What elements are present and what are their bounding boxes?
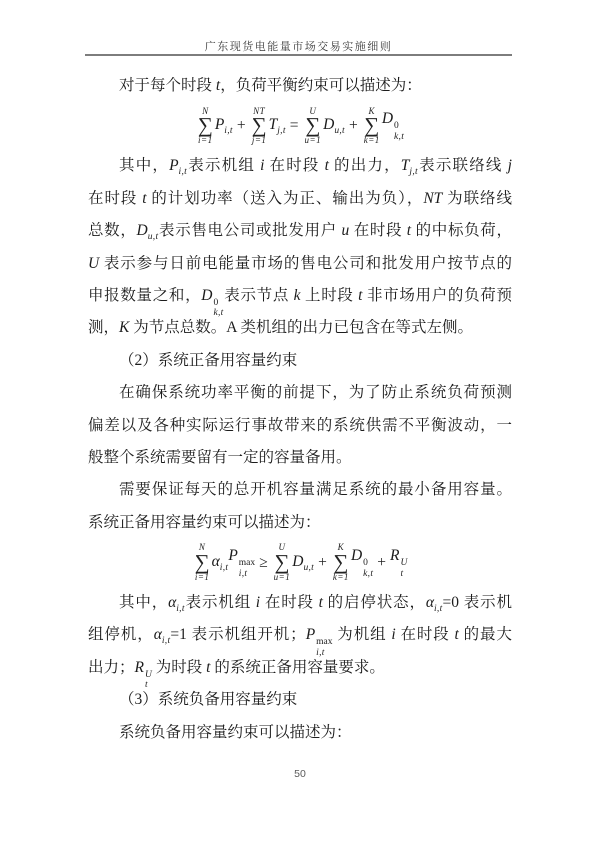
- subscript: i,t: [178, 167, 188, 178]
- math-variable-base: α: [211, 553, 220, 571]
- math-variable-base: j: [507, 157, 512, 175]
- sum-lower-limit: i=1: [198, 135, 213, 146]
- math-variable: [168, 594, 185, 615]
- math-variable-base: t: [454, 626, 459, 644]
- math-variable-base: D: [136, 222, 148, 240]
- text-run: （3）系统负备用容量约束: [119, 691, 298, 709]
- text-line: [88, 717, 512, 749]
- subscript: i,t: [219, 563, 229, 574]
- subscript: u,t: [334, 126, 345, 137]
- text-run: 的启停状态，: [322, 594, 426, 612]
- supsub-stack: [401, 558, 408, 579]
- text-run: =1 表示机组开机；: [170, 626, 306, 644]
- sum-lower-limit: i=1: [194, 572, 210, 583]
- text-line: [88, 70, 512, 102]
- text-line: [88, 652, 512, 691]
- math-variable-base: α: [168, 594, 177, 612]
- sigma-icon: ∑: [364, 113, 380, 138]
- supsub-stack: [239, 558, 255, 579]
- sum-upper-limit: N: [198, 542, 206, 553]
- text-run: 在时段: [88, 189, 143, 207]
- text-run: 其中，: [119, 594, 169, 612]
- math-variable: [400, 157, 418, 178]
- subscript: i,t: [224, 126, 233, 137]
- math-variable-base: α: [153, 626, 162, 644]
- text-line: [88, 410, 512, 442]
- math-variable: [508, 157, 512, 174]
- text-run: 测，: [88, 319, 120, 337]
- math-variable: [169, 157, 188, 178]
- text-line: [88, 312, 512, 344]
- math-variable: [423, 190, 442, 207]
- sigma-icon: ∑: [194, 550, 210, 575]
- page-number: 50: [294, 768, 306, 780]
- page-header-title: 广东现货电能量市场交易实施细则: [204, 41, 393, 53]
- text-run: 对于每个时段: [119, 77, 216, 94]
- math-variable-base: t: [358, 286, 363, 304]
- text-run: 组停机，: [88, 626, 154, 644]
- math-variable-base: T: [268, 116, 278, 134]
- text-run: 上时段: [300, 286, 359, 304]
- subscript: i,t: [176, 604, 185, 615]
- math-variable-base: i: [391, 626, 396, 644]
- text-line: [88, 280, 512, 319]
- text-run: 在时段: [349, 222, 407, 240]
- math-variable: [269, 116, 286, 136]
- math-variable: [119, 319, 129, 336]
- sum-operator: [333, 543, 349, 583]
- subscript: k,t: [363, 568, 374, 579]
- text-run: 需要保证每天的总开机容量满足系统的最小备用容量。: [119, 481, 512, 499]
- math-variable: [228, 547, 255, 579]
- text-run: 为联络线: [442, 189, 512, 207]
- math-variable-base: R: [134, 658, 144, 676]
- subscript: i,t: [238, 568, 248, 579]
- sigma-icon: ∑: [274, 550, 290, 575]
- sum-lower-limit: k=1: [363, 135, 380, 146]
- text-line: [88, 150, 512, 182]
- sum-lower-limit: j=1: [251, 135, 267, 146]
- text-run: 在时段: [395, 626, 455, 644]
- subscript: i,t: [161, 636, 171, 647]
- text-run: 的出力，: [328, 157, 401, 175]
- math-variable-base: u: [341, 222, 350, 240]
- subscript: u,t: [303, 563, 315, 574]
- text-line: [88, 183, 512, 215]
- text-run: 表示机组: [184, 594, 256, 612]
- math-variable-base: i: [260, 157, 265, 175]
- math-variable-base: t: [318, 594, 323, 612]
- subscript: i,t: [316, 647, 325, 658]
- math-variable-base: P: [228, 547, 238, 565]
- math-variable-base: P: [214, 116, 225, 134]
- sum-operator: [274, 543, 291, 583]
- text-run: 为机组: [332, 626, 392, 644]
- subscript: j,t: [277, 126, 286, 137]
- math-variable: [351, 547, 373, 579]
- subscript: j,t: [409, 167, 418, 178]
- text-run: 非市场用户的负荷预: [362, 286, 512, 304]
- subscript: k,t: [213, 308, 224, 319]
- math-variable-base: D: [350, 547, 363, 565]
- math-variable: [215, 116, 233, 136]
- text-run: 的系统正备用容量要求。: [210, 658, 385, 676]
- sum-upper-limit: NT: [253, 105, 266, 116]
- sigma-icon: ∑: [333, 550, 349, 575]
- text-run: 表示售电公司或批发用户: [158, 222, 342, 240]
- text-run: 表示节点: [223, 286, 294, 304]
- text-line: [88, 474, 512, 506]
- header-divider: [85, 54, 512, 56]
- math-variable-base: P: [305, 626, 316, 644]
- math-variable-base: t: [406, 222, 412, 240]
- sigma-icon: ∑: [197, 113, 213, 138]
- math-variable: [201, 286, 224, 319]
- text-line: [88, 587, 512, 619]
- text-run: 般整个系统需要留有一定的容量备用。: [88, 448, 352, 466]
- sum-operator: [198, 107, 213, 147]
- text-run: ，负荷平衡约束可以描述为：: [220, 77, 422, 94]
- sum-upper-limit: U: [309, 105, 317, 116]
- superscript: U: [400, 558, 408, 569]
- sum-upper-limit: K: [337, 542, 345, 553]
- math-variable-base: t: [142, 189, 147, 207]
- supsub-stack: [363, 558, 373, 579]
- text-run: 其中，: [119, 157, 170, 175]
- sum-upper-limit: U: [278, 542, 286, 553]
- math-variable-base: t: [206, 658, 211, 676]
- math-variable-base: K: [119, 319, 130, 337]
- sum-lower-limit: u=1: [273, 572, 291, 583]
- text-run: 在时段: [260, 594, 319, 612]
- math-variable: [292, 553, 314, 573]
- text-run: 为节点总数。A 类机组的出力已包含在等式左侧。: [129, 319, 473, 337]
- math-variable-base: D: [323, 116, 335, 134]
- math-variable-base: D: [381, 110, 394, 128]
- math-variable-base: NT: [423, 189, 443, 207]
- math-variable-base: D: [292, 553, 304, 571]
- superscript: U: [144, 669, 152, 680]
- math-variable-base: k: [293, 286, 301, 304]
- text-run: 系统正备用容量约束可以描述为：: [88, 513, 321, 531]
- text-run: （2）系统正备用容量约束: [119, 351, 298, 369]
- math-operator: +: [236, 117, 246, 135]
- text-run: =0 表示机: [442, 594, 512, 612]
- text-line: [88, 215, 512, 247]
- superscript: 0: [394, 121, 399, 132]
- sum-lower-limit: u=1: [304, 135, 322, 146]
- math-operator: +: [377, 554, 387, 572]
- sum-upper-limit: K: [368, 105, 376, 116]
- formula-line: [88, 539, 512, 587]
- sum-upper-limit: N: [202, 105, 209, 116]
- math-variable-base: t: [324, 157, 329, 175]
- math-variable-base: R: [390, 547, 400, 565]
- text-line: [88, 248, 512, 280]
- text-run: 的中标负荷，: [411, 222, 512, 240]
- sum-operator: [305, 107, 322, 147]
- text-run: 为时段: [151, 658, 207, 676]
- subscript: t: [144, 680, 148, 691]
- math-variable: [323, 116, 345, 136]
- text-line: [88, 345, 512, 377]
- sum-operator: [364, 107, 380, 147]
- text-line: [88, 377, 512, 409]
- superscript: max: [316, 637, 333, 648]
- math-variable: [134, 658, 152, 691]
- supsub-stack: [394, 121, 404, 142]
- math-variable: [425, 594, 443, 615]
- superscript: 0: [363, 558, 368, 569]
- text-run: 申报数量之和，: [88, 286, 202, 304]
- text-run: 表示联络线: [417, 157, 508, 175]
- math-operator: ≥: [259, 554, 268, 572]
- text-run: 出力；: [88, 658, 135, 676]
- math-variable: [390, 547, 407, 579]
- text-run: 在时段: [264, 157, 325, 175]
- math-operator: +: [348, 117, 358, 135]
- text-run: 表示机组: [187, 157, 261, 175]
- superscript: max: [238, 558, 256, 569]
- sum-lower-limit: k=1: [332, 572, 349, 583]
- math-variable: [88, 255, 99, 272]
- text-run: 偏差以及各种实际运行事故带来的系统供需不平衡波动，一: [88, 416, 512, 434]
- superscript: 0: [213, 297, 219, 308]
- document-body: [88, 70, 512, 749]
- math-variable-base: P: [169, 157, 179, 175]
- text-run: 表示参与日前电能量市场的售电公司和批发用户按节点的: [99, 254, 512, 272]
- math-variable-base: t: [215, 77, 221, 94]
- sigma-icon: ∑: [305, 113, 321, 138]
- formula-line: [88, 102, 512, 150]
- subscript: i,t: [433, 604, 443, 615]
- math-variable-base: U: [88, 254, 100, 272]
- math-variable: [382, 110, 404, 142]
- text-line: [88, 684, 512, 716]
- sum-operator: [195, 543, 210, 583]
- text-run: 的计划功率（送入为正、输出为负），: [146, 189, 424, 207]
- text-run: 系统负备用容量约束可以描述为：: [119, 723, 352, 741]
- math-variable: [136, 222, 159, 243]
- subscript: u,t: [147, 232, 159, 243]
- text-line: [88, 507, 512, 539]
- text-run: 的最大: [458, 626, 512, 644]
- text-line: [88, 442, 512, 474]
- math-variable-base: T: [400, 157, 410, 175]
- text-run: 总数，: [88, 222, 137, 240]
- math-operator: +: [318, 554, 327, 572]
- math-variable: [153, 626, 171, 647]
- math-variable-base: i: [255, 594, 261, 612]
- sum-operator: [252, 107, 267, 147]
- text-run: 在确保系统功率平衡的前提下，为了防止系统负荷预测: [119, 384, 512, 402]
- text-line: [88, 619, 512, 658]
- math-variable-base: α: [425, 594, 434, 612]
- sigma-icon: ∑: [251, 113, 267, 138]
- subscript: t: [400, 568, 404, 579]
- math-operator: =: [289, 117, 299, 135]
- math-variable: [305, 626, 333, 658]
- math-variable: [212, 553, 229, 573]
- subscript: k,t: [394, 131, 405, 142]
- math-variable-base: D: [201, 286, 213, 304]
